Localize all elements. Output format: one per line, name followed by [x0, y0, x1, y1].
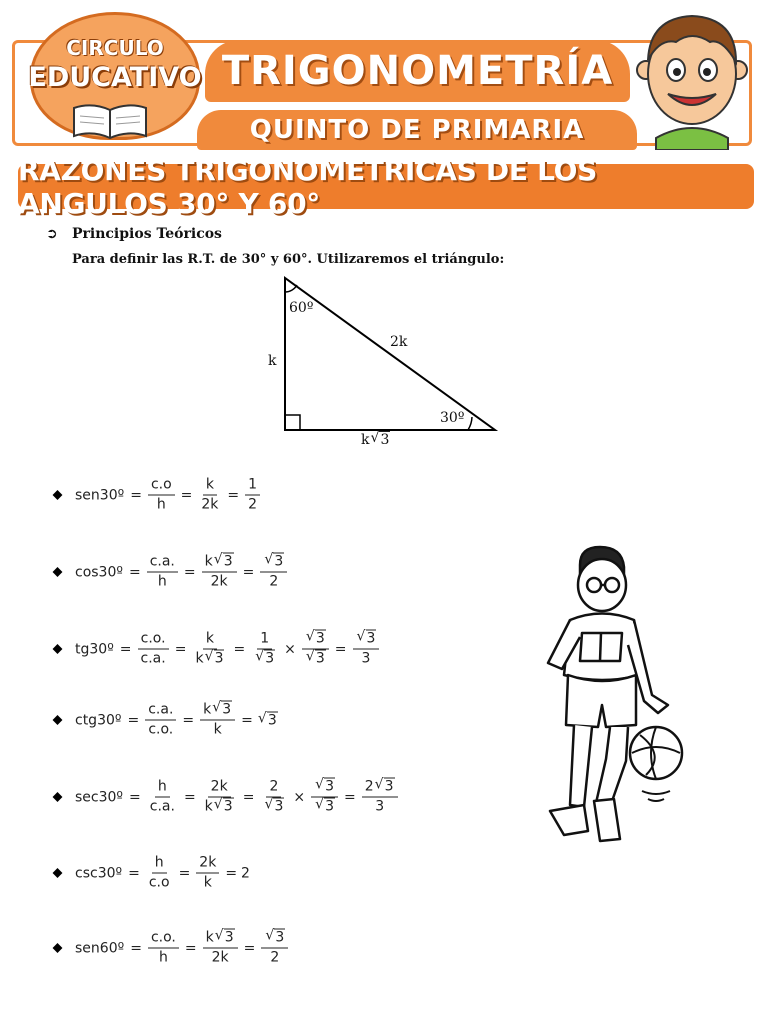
- denominator: 2: [270, 949, 280, 966]
- base-k: k: [361, 432, 370, 448]
- denominator: 3: [361, 650, 371, 667]
- fraction: [202, 779, 237, 816]
- diamond-bullet-icon: [53, 792, 63, 802]
- diamond-bullet-icon: [53, 567, 63, 577]
- fraction: [311, 779, 338, 816]
- formula-row: [54, 477, 262, 514]
- numerator: c.a.: [145, 702, 176, 721]
- formula-row: [54, 702, 278, 739]
- operator: ×: [293, 789, 306, 805]
- function-label: csc30º: [75, 865, 123, 881]
- numerator: 2: [266, 779, 281, 798]
- numerator: 2k: [196, 855, 219, 874]
- fraction: [198, 477, 221, 514]
- diamond-bullet-icon: [53, 490, 63, 500]
- operator: =: [128, 865, 140, 881]
- operator: =: [334, 641, 347, 657]
- denominator: c.o.: [148, 721, 174, 738]
- denominator: 3: [375, 798, 385, 815]
- fraction: [260, 554, 287, 591]
- operator: =: [130, 487, 142, 503]
- formula-value: 2: [241, 865, 250, 881]
- operator: =: [242, 564, 255, 580]
- operator: =: [178, 865, 191, 881]
- operator: =: [174, 641, 187, 657]
- fraction: [245, 477, 260, 514]
- denominator: c.a.: [149, 798, 175, 815]
- denominator: c.o: [148, 874, 170, 891]
- numerator: k√ 3: [200, 702, 235, 721]
- numerator: √ 3: [353, 631, 380, 650]
- operator: =: [233, 641, 246, 657]
- formula-row: [54, 855, 250, 892]
- operator: =: [183, 564, 196, 580]
- denominator: k√ 3: [192, 650, 227, 668]
- function-label: ctg30º: [75, 712, 122, 728]
- denominator: h: [158, 949, 168, 966]
- numerator: h: [152, 855, 167, 874]
- denominator: h: [157, 573, 167, 590]
- boy-mascot-icon: [632, 8, 752, 150]
- operator: =: [344, 789, 356, 805]
- denominator: c.a.: [140, 650, 166, 667]
- denominator: k: [203, 874, 212, 891]
- formula-row: [54, 554, 289, 591]
- operator: =: [182, 712, 195, 728]
- denominator: k: [213, 721, 222, 738]
- fraction: [302, 631, 329, 668]
- denominator: √ 3: [311, 798, 338, 816]
- fraction: [192, 631, 227, 668]
- operator: =: [227, 487, 240, 503]
- formula-row: [54, 930, 290, 967]
- numerator: 2√ 3: [362, 779, 398, 798]
- numerator: √ 3: [261, 930, 288, 949]
- fraction: [148, 930, 179, 967]
- formula-row: [54, 779, 400, 816]
- fraction: [251, 631, 278, 668]
- page-title: TRIGONOMETRÍA: [205, 40, 630, 102]
- book-icon: [70, 100, 150, 142]
- numerator: c.o.: [138, 631, 169, 650]
- fraction: [362, 779, 398, 816]
- hypotenuse-label: 2k: [390, 334, 408, 350]
- fraction: [147, 779, 178, 816]
- operator: ×: [284, 641, 296, 657]
- operator: =: [242, 789, 255, 805]
- operator: =: [243, 940, 256, 956]
- fraction: [196, 855, 219, 892]
- numerator: c.a.: [147, 554, 178, 573]
- formula-row: [54, 631, 381, 668]
- numerator: √ 3: [260, 554, 287, 573]
- fraction: [202, 554, 237, 591]
- diamond-bullet-icon: [53, 868, 63, 878]
- fraction: [145, 702, 176, 739]
- function-label: sen60º: [75, 940, 125, 956]
- diamond-bullet-icon: [53, 644, 63, 654]
- denominator: √ 3: [302, 650, 329, 668]
- logo-main-text: EDUCATIVO: [28, 62, 202, 93]
- formula-value: √ 3: [257, 712, 278, 728]
- numerator: c.o.: [148, 930, 179, 949]
- operator: =: [128, 564, 141, 580]
- operator: =: [241, 712, 253, 728]
- denominator: 2: [248, 496, 258, 513]
- denominator: 2k: [211, 949, 229, 966]
- denominator: k√ 3: [202, 798, 237, 816]
- operator: =: [225, 865, 238, 881]
- operator: =: [127, 712, 140, 728]
- function-label: sec30º: [75, 789, 124, 805]
- angle-30-label: 30º: [440, 410, 465, 426]
- diamond-bullet-icon: [53, 943, 63, 953]
- diamond-bullet-icon: [53, 715, 63, 725]
- base-label: [361, 432, 390, 448]
- numerator: k: [203, 631, 217, 650]
- fraction: [203, 930, 238, 967]
- page-subtitle: QUINTO DE PRIMARIA: [197, 110, 637, 150]
- logo-top-text: CIRCULO: [66, 36, 164, 60]
- function-label: cos30º: [75, 564, 123, 580]
- denominator: 2k: [210, 573, 228, 590]
- denominator: 2k: [201, 496, 219, 513]
- fraction: [148, 477, 175, 514]
- fraction: [138, 631, 169, 668]
- numerator: c.o: [148, 477, 175, 496]
- fraction: [200, 702, 235, 739]
- section-intro: Para definir las R.T. de 30° y 60°. Utilizaremos el triángulo:: [72, 252, 505, 267]
- numerator: h: [155, 779, 170, 798]
- fraction: [146, 855, 173, 892]
- arrow-bullet-icon: ➲: [46, 226, 58, 242]
- fraction: [353, 631, 380, 668]
- numerator: 2k: [208, 779, 231, 798]
- side-k-label: k: [268, 353, 277, 369]
- numerator: k: [203, 477, 217, 496]
- topic-banner: RAZONES TRIGONOMETRICAS DE LOS ANGULOS 30° Y 60°: [18, 164, 754, 209]
- operator: =: [184, 940, 197, 956]
- function-label: sen30º: [75, 487, 125, 503]
- numerator: k√ 3: [203, 930, 238, 949]
- student-reading-illustration: [540, 545, 690, 850]
- operator: =: [183, 789, 196, 805]
- operator: =: [180, 487, 193, 503]
- fraction: [147, 554, 178, 591]
- operator: =: [119, 641, 132, 657]
- operator: =: [129, 789, 141, 805]
- numerator: √ 3: [311, 779, 338, 798]
- numerator: 1: [257, 631, 272, 650]
- denominator: √ 3: [260, 798, 287, 816]
- function-label: tg30º: [75, 641, 114, 657]
- operator: =: [130, 940, 142, 956]
- angle-60-label: 60º: [289, 300, 314, 316]
- section-title: Principios Teóricos: [72, 226, 222, 242]
- denominator: h: [156, 496, 166, 513]
- denominator: 2: [269, 573, 279, 590]
- base-root: √ 3: [370, 432, 390, 448]
- numerator: 1: [245, 477, 260, 496]
- numerator: k√ 3: [202, 554, 237, 573]
- fraction: [260, 779, 287, 816]
- fraction: [261, 930, 288, 967]
- numerator: √ 3: [302, 631, 329, 650]
- denominator: √ 3: [251, 650, 278, 668]
